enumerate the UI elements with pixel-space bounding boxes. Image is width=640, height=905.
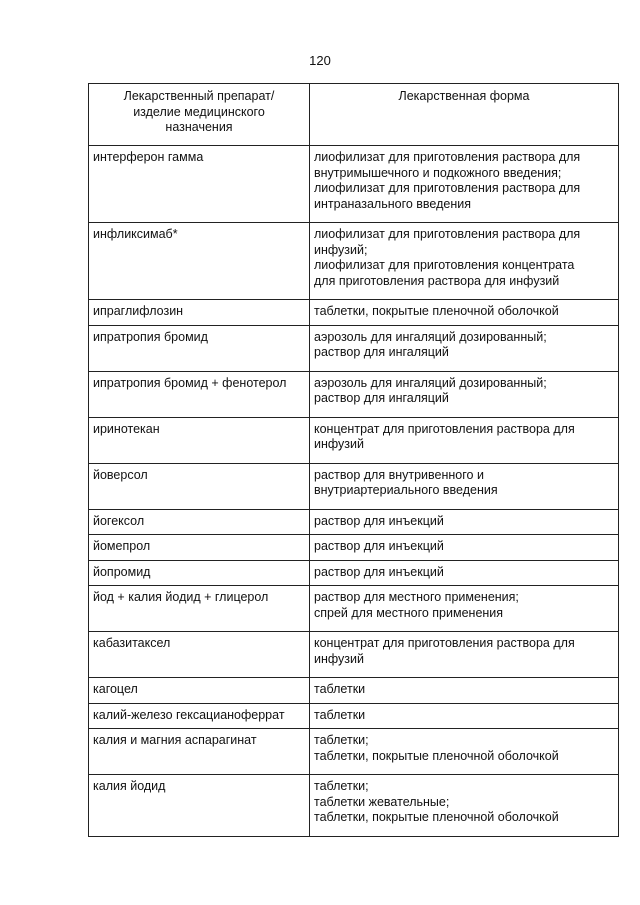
drug-name-cell bbox=[89, 463, 310, 509]
dosage-form-line: концентрат для приготовления раствора для bbox=[314, 421, 575, 436]
drug-name: кабазитаксел bbox=[93, 636, 171, 650]
dosage-form-cell bbox=[310, 146, 619, 223]
dosage-form-line: внутриартериального введения bbox=[314, 483, 498, 497]
dosage-form-cell bbox=[310, 678, 619, 704]
table-row bbox=[89, 463, 619, 509]
dosage-form-cell bbox=[310, 586, 619, 632]
dosage-form-cell bbox=[310, 535, 619, 561]
drug-name: йопромид bbox=[93, 564, 151, 579]
drug-name: калия йодид bbox=[93, 779, 166, 793]
header-form-line: Лекарственная форма bbox=[398, 89, 530, 103]
drug-name-cell bbox=[89, 586, 310, 632]
dosage-form-line: таблетки bbox=[314, 682, 366, 696]
drug-name: калия и магния аспарагинат bbox=[93, 733, 257, 747]
drug-name-cell bbox=[89, 632, 310, 678]
dosage-form-line: аэрозоль для ингаляций дозированный; bbox=[314, 329, 547, 344]
dosage-form-line: раствор для ингаляций bbox=[314, 391, 449, 405]
dosage-form-line: таблетки, покрытые пленочной оболочкой bbox=[314, 304, 559, 318]
dosage-form-line: лиофилизат для приготовления раствора для bbox=[314, 227, 581, 241]
table-row bbox=[89, 535, 619, 561]
dosage-form-line: таблетки bbox=[314, 707, 366, 722]
drug-name: йогексол bbox=[93, 513, 145, 528]
header-drug-line: изделие медицинского bbox=[133, 104, 265, 119]
drug-name: иринотекан bbox=[93, 421, 160, 436]
drug-name-cell bbox=[89, 775, 310, 837]
dosage-form-cell bbox=[310, 417, 619, 463]
drug-name-cell bbox=[89, 509, 310, 535]
drug-name: йод + калия йодид + глицерол bbox=[93, 590, 269, 604]
dosage-form-line: внутримышечного и подкожного введения; bbox=[314, 165, 562, 180]
dosage-form-cell bbox=[310, 371, 619, 417]
table-row bbox=[89, 223, 619, 300]
drug-name-cell bbox=[89, 417, 310, 463]
dosage-form-cell bbox=[310, 729, 619, 775]
drug-name: интерферон гамма bbox=[93, 150, 204, 164]
dosage-form-line: раствор для инъекций bbox=[314, 513, 444, 528]
dosage-form-line: аэрозоль для ингаляций дозированный; bbox=[314, 375, 547, 390]
drug-name-cell bbox=[89, 703, 310, 729]
drug-name-cell bbox=[89, 678, 310, 704]
dosage-form-line: лиофилизат для приготовления раствора для bbox=[314, 181, 581, 195]
dosage-form-line: раствор для ингаляций bbox=[314, 345, 449, 359]
dosage-form-cell bbox=[310, 325, 619, 371]
dosage-form-line: инфузий; bbox=[314, 242, 368, 257]
drug-name: кагоцел bbox=[93, 682, 138, 696]
dosage-form-line: раствор для инъекций bbox=[314, 564, 444, 579]
table-header-row bbox=[89, 84, 619, 146]
header-drug-line: Лекарственный препарат/ bbox=[123, 89, 275, 103]
drug-name-cell bbox=[89, 223, 310, 300]
header-drug-line: назначения bbox=[165, 120, 233, 134]
drug-name-cell bbox=[89, 146, 310, 223]
drug-name-cell bbox=[89, 729, 310, 775]
table-body bbox=[89, 146, 619, 837]
table-row bbox=[89, 509, 619, 535]
dosage-form-line: раствор для внутривенного и bbox=[314, 467, 484, 482]
table-row bbox=[89, 775, 619, 837]
drug-name-cell bbox=[89, 300, 310, 326]
dosage-form-line: лиофилизат для приготовления раствора для bbox=[314, 150, 581, 164]
drug-name: ипраглифлозин bbox=[93, 304, 184, 318]
table-row bbox=[89, 703, 619, 729]
table-row bbox=[89, 371, 619, 417]
drug-name: йомепрол bbox=[93, 539, 151, 553]
dosage-form-cell bbox=[310, 509, 619, 535]
drug-name: ипратропия бромид bbox=[93, 329, 208, 344]
drug-name-cell bbox=[89, 325, 310, 371]
dosage-form-line: интраназального введения bbox=[314, 196, 472, 211]
dosage-form-line: спрей для местного применения bbox=[314, 605, 504, 620]
table-row bbox=[89, 560, 619, 586]
table-row bbox=[89, 586, 619, 632]
drug-name-cell bbox=[89, 535, 310, 561]
dosage-form-line: раствор для местного применения; bbox=[314, 590, 519, 604]
table-row bbox=[89, 417, 619, 463]
dosage-form-line: для приготовления раствора для инфузий bbox=[314, 273, 560, 288]
drug-name: инфликсимаб* bbox=[93, 227, 178, 241]
dosage-form-cell bbox=[310, 223, 619, 300]
drug-name-cell bbox=[89, 560, 310, 586]
table-row bbox=[89, 146, 619, 223]
dosage-form-line: таблетки, покрытые пленочной оболочкой bbox=[314, 810, 559, 824]
dosage-form-line: лиофилизат для приготовления концентрата bbox=[314, 258, 575, 272]
drug-name: калий-железо гексацианоферрат bbox=[93, 707, 285, 722]
dosage-form-line: инфузий bbox=[314, 437, 364, 451]
table-row bbox=[89, 325, 619, 371]
dosage-form-line: таблетки жевательные; bbox=[314, 794, 450, 809]
dosage-form-line: таблетки; bbox=[314, 779, 369, 793]
table-row bbox=[89, 678, 619, 704]
dosage-form-cell bbox=[310, 300, 619, 326]
dosage-form-cell bbox=[310, 632, 619, 678]
drug-name: йоверсол bbox=[93, 467, 148, 482]
dosage-form-cell bbox=[310, 560, 619, 586]
dosage-form-line: раствор для инъекций bbox=[314, 539, 444, 553]
drug-name: ипратропия бромид + фенотерол bbox=[93, 375, 287, 390]
page-number: 120 bbox=[309, 53, 331, 68]
dosage-form-cell bbox=[310, 703, 619, 729]
drug-name-cell bbox=[89, 371, 310, 417]
header-drug bbox=[89, 84, 310, 146]
dosage-form-line: инфузий bbox=[314, 651, 364, 666]
table-row bbox=[89, 632, 619, 678]
dosage-form-cell bbox=[310, 775, 619, 837]
header-form bbox=[310, 84, 619, 146]
drug-table bbox=[88, 83, 619, 837]
table-row bbox=[89, 300, 619, 326]
dosage-form-line: таблетки, покрытые пленочной оболочкой bbox=[314, 748, 559, 763]
dosage-form-line: концентрат для приготовления раствора для bbox=[314, 636, 575, 650]
dosage-form-cell bbox=[310, 463, 619, 509]
table-row bbox=[89, 729, 619, 775]
dosage-form-line: таблетки; bbox=[314, 733, 369, 747]
